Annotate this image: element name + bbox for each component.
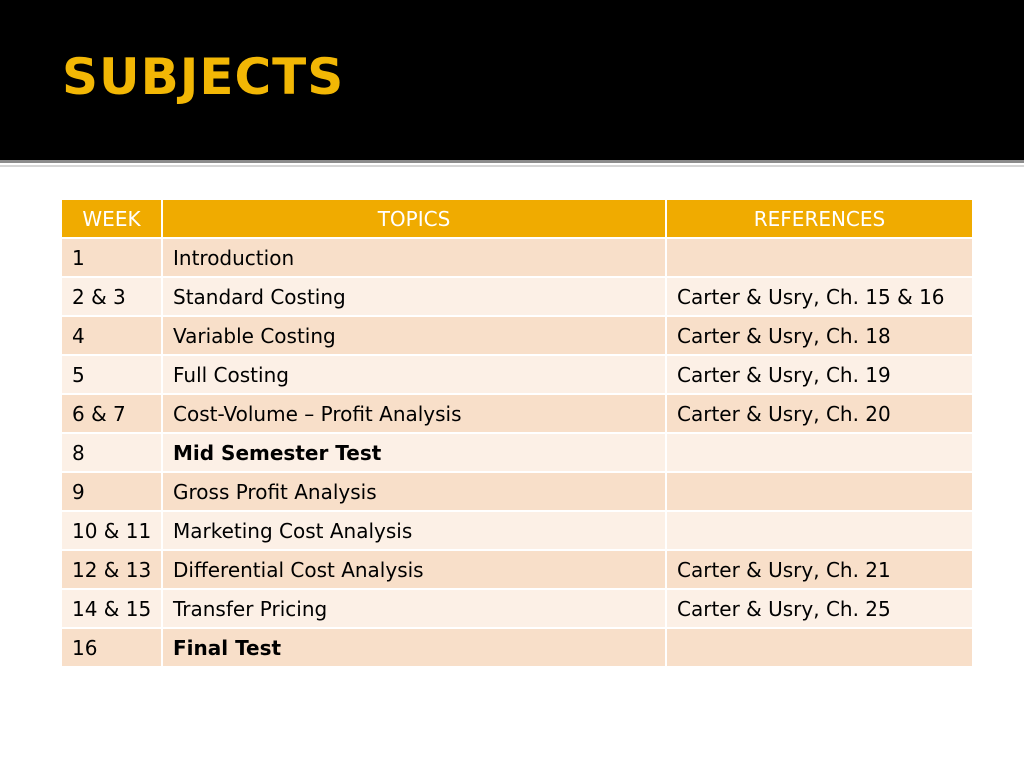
week-cell: 8	[61, 433, 162, 472]
table-row	[61, 589, 973, 628]
topic-cell: Marketing Cost Analysis	[162, 511, 666, 550]
topic-cell: Mid Semester Test	[162, 433, 666, 472]
topic-cell: Cost-Volume – Profit Analysis	[162, 394, 666, 433]
reference-cell	[666, 238, 973, 277]
week-cell: 12 & 13	[61, 550, 162, 589]
table-row	[61, 277, 973, 316]
week-cell: 14 & 15	[61, 589, 162, 628]
topic-cell: Standard Costing	[162, 277, 666, 316]
table-row	[61, 550, 973, 589]
table-row	[61, 628, 973, 667]
reference-cell: Carter & Usry, Ch. 19	[666, 355, 973, 394]
title-divider	[0, 160, 1024, 163]
week-cell: 9	[61, 472, 162, 511]
reference-cell: Carter & Usry, Ch. 18	[666, 316, 973, 355]
subjects-table	[60, 198, 974, 668]
title-divider-shadow	[0, 165, 1024, 167]
header-week: WEEK	[61, 199, 162, 238]
reference-cell: Carter & Usry, Ch. 15 & 16	[666, 277, 973, 316]
slide-title: SUBJECTS	[62, 48, 345, 106]
table-row	[61, 511, 973, 550]
reference-cell: Carter & Usry, Ch. 20	[666, 394, 973, 433]
table-row	[61, 433, 973, 472]
table-row	[61, 472, 973, 511]
topic-cell: Introduction	[162, 238, 666, 277]
reference-cell: Carter & Usry, Ch. 25	[666, 589, 973, 628]
week-cell: 5	[61, 355, 162, 394]
table-row	[61, 394, 973, 433]
week-cell: 6 & 7	[61, 394, 162, 433]
table-row	[61, 355, 973, 394]
header-topics: TOPICS	[162, 199, 666, 238]
table-header-row	[61, 199, 973, 238]
table-row	[61, 316, 973, 355]
title-band	[0, 0, 1024, 160]
week-cell: 10 & 11	[61, 511, 162, 550]
reference-cell	[666, 472, 973, 511]
week-cell: 2 & 3	[61, 277, 162, 316]
table-row	[61, 238, 973, 277]
topic-cell: Full Costing	[162, 355, 666, 394]
header-references: REFERENCES	[666, 199, 973, 238]
topic-cell: Final Test	[162, 628, 666, 667]
topic-cell: Transfer Pricing	[162, 589, 666, 628]
week-cell: 4	[61, 316, 162, 355]
topic-cell: Gross Profit Analysis	[162, 472, 666, 511]
week-cell: 1	[61, 238, 162, 277]
week-cell: 16	[61, 628, 162, 667]
reference-cell: Carter & Usry, Ch. 21	[666, 550, 973, 589]
reference-cell	[666, 628, 973, 667]
topic-cell: Differential Cost Analysis	[162, 550, 666, 589]
topic-cell: Variable Costing	[162, 316, 666, 355]
reference-cell	[666, 511, 973, 550]
reference-cell	[666, 433, 973, 472]
